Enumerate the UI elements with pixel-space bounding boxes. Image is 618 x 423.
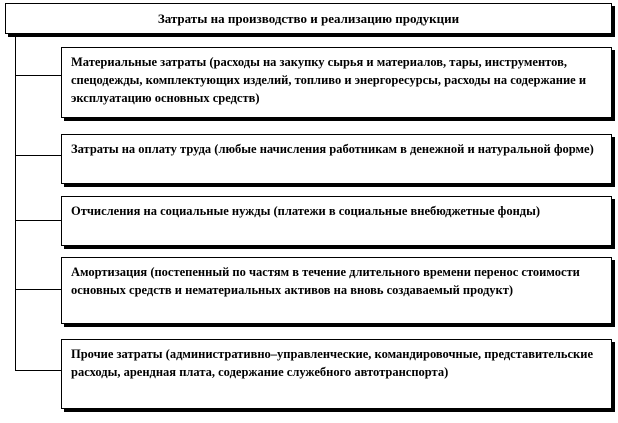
cost-item-text: Затраты на оплату труда (любые начисления работникам в денежной и натуральной форме) bbox=[71, 142, 594, 156]
branch-connector-4 bbox=[15, 289, 61, 290]
trunk-connector bbox=[15, 34, 16, 370]
cost-item-text: Амортизация (постепенный по частям в течение длительного времени перенос стоимости основных средств и нематериальных активов на вновь создаваемый продукт) bbox=[71, 265, 580, 297]
branch-connector-3 bbox=[15, 220, 61, 221]
cost-item-social bbox=[61, 196, 612, 246]
branch-connector-5 bbox=[15, 370, 61, 371]
branch-connector-1 bbox=[15, 75, 61, 76]
cost-item-other bbox=[61, 339, 612, 409]
branch-connector-2 bbox=[15, 155, 61, 156]
cost-item-depreciation bbox=[61, 257, 612, 324]
diagram-title: Затраты на производство и реализацию продукции bbox=[157, 10, 460, 26]
cost-item-material bbox=[61, 47, 612, 118]
cost-item-text: Материальные затраты (расходы на закупку сырья и материалов, тары, инструментов, спецодежды, комплектующих изделий, топливо и энергоресурсы, расходы на содержание и эксплуатацию основных средств) bbox=[71, 55, 587, 105]
cost-item-text: Прочие затраты (административно–управленческие, командировочные, представительские расходы, арендная плата, содержание служебного автотранспорта) bbox=[71, 347, 594, 379]
cost-item-labor bbox=[61, 134, 612, 184]
diagram-title-box bbox=[5, 3, 612, 34]
cost-item-text: Отчисления на социальные нужды (платежи в социальные внебюджетные фонды) bbox=[71, 204, 541, 218]
